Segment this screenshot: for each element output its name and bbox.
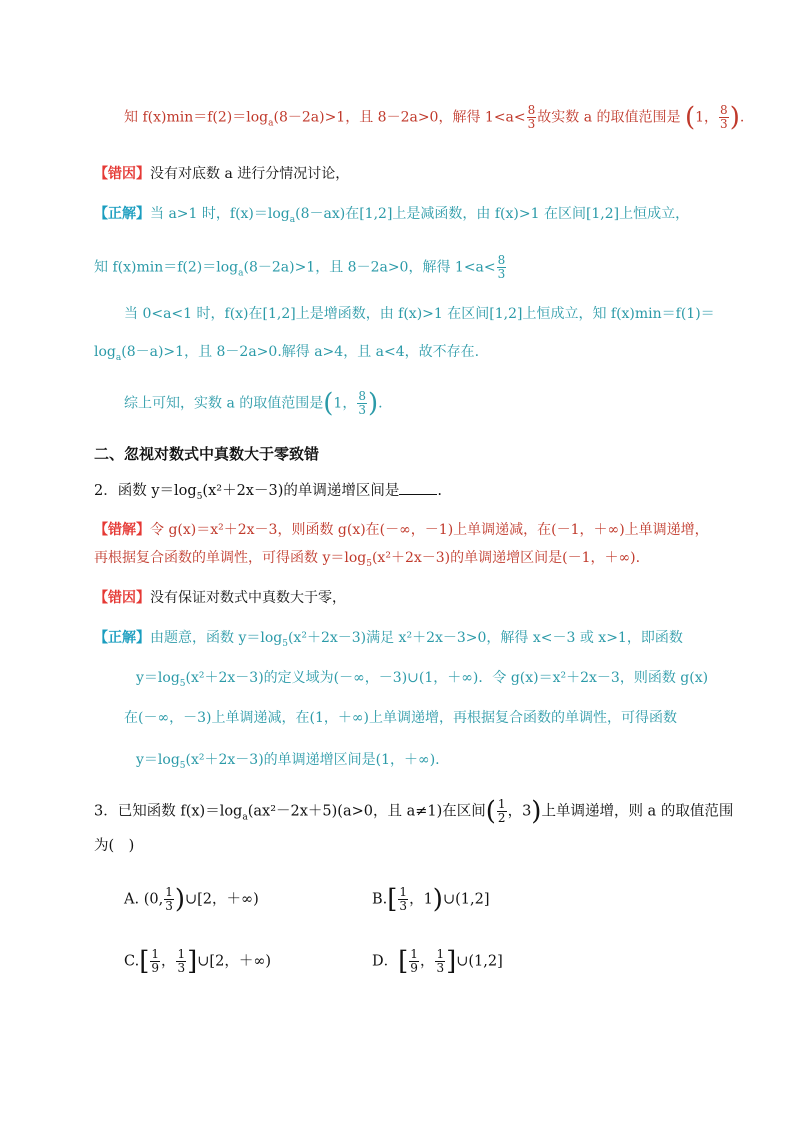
option-c[interactable]: C.[ $\frac{1}{9}$ ， $\frac{1}{3}$ ]∪[2，＋∞) (124, 946, 272, 977)
question-3-stem: 3．已知函数 $f(x)=\log_a(ax^2-2x+5)(a>0$，且 a≠1)在区间( $\frac{1}{2}$ ，3)上单调递增，则 a 的取值范围 (94, 796, 734, 827)
section-heading: 二、忽视对数式中真数大于零致错 (94, 445, 320, 463)
correct-solution-2-line-1: 【正解】由题意，函数 $y=\log_5(x^2+2x-3)$满足 x²＋2x－3>0，解得 x<－3 或 x>1，即函数 (94, 630, 683, 649)
error-cause-2: 【错因】没有保证对数式中真数大于零， (94, 590, 346, 606)
correct-solution-line-2: 知 $f(x)\min=f(2)=\log_a(8-2a)>1$，且 8－2a>0，解得 1<a< $\frac{8}{3}$ (94, 253, 506, 281)
question-3-stem-line-2: 为( ) (94, 838, 135, 854)
correct-solution-line-1: 【正解】当 a>1 时，$f(x)=\log_a(8-ax)$在[1,2]上是减函数，由 f(x)>1 在区间[1,2]上恒成立， (94, 206, 690, 225)
wrong-solution-line-1: 【错解】令 g(x)＝x²＋2x－3，则函数 g(x)在(－∞，－1)上单调递减，在(－1，＋∞)上单调递增， (94, 522, 709, 538)
question-2: 2．函数 $y=\log_5(x^2+2x-3)$的单调递增区间是 . (94, 480, 442, 507)
correct-solution-2-line-4: $y=\log_5(x^2+2x-3)$的单调递增区间是(1，＋∞). (136, 752, 440, 771)
fraction-8-3: $\frac{8}{3}$ (527, 103, 536, 131)
correct-solution-2-line-2: $y=\log_5(x^2+2x-3)$的定义域为(－∞，－3)∪(1，＋∞)．令 g(x)＝x²＋2x－3，则函数 g(x) (136, 670, 709, 689)
solution-continuation-line: 知 $f(x)\min=f(2)=\log_a(8-2a)>1$，且 8－2a>0，解得 1<a< $\frac{8}{3}$ 故实数 a 的取值范围是 (1， $\frac{8}{3}$ ). (124, 102, 745, 133)
error-cause-1: 【错因】没有对底数 a 进行分情况讨论， (94, 166, 350, 182)
correct-solution-line-3: 当 0<a<1 时，f(x)在[1,2]上是增函数，由 f(x)>1 在区间[1,2]上恒成立，知 f(x)min＝f(1)＝ (124, 306, 715, 322)
correct-solution-conclusion: 综上可知，实数 a 的取值范围是(1， $\frac{8}{3}$ ). (124, 388, 383, 419)
correct-solution-line-4: $\log_a(8-a)>1$，且 8－2a>0.解得 a>4，且 a<4，故不存在. (94, 344, 480, 363)
wrong-solution-line-2: 再根据复合函数的单调性，可得函数 $y=\log_5(x^2+2x-3)$的单调递增区间是(－1，＋∞). (94, 550, 641, 569)
answer-blank (399, 480, 437, 495)
option-a[interactable]: A. (0, $\frac{1}{3}$ )∪[2，＋∞) (124, 884, 259, 915)
option-d[interactable]: D．[ $\frac{1}{9}$ ， $\frac{1}{3}$ ]∪(1,2] (372, 946, 503, 977)
correct-solution-2-line-3: 在(－∞，－3)上单调递减，在(1，＋∞)上单调递增，再根据复合函数的单调性，可得函数 (124, 710, 677, 726)
option-b[interactable]: B.[ $\frac{1}{3}$ ，1)∪(1,2] (372, 884, 490, 915)
